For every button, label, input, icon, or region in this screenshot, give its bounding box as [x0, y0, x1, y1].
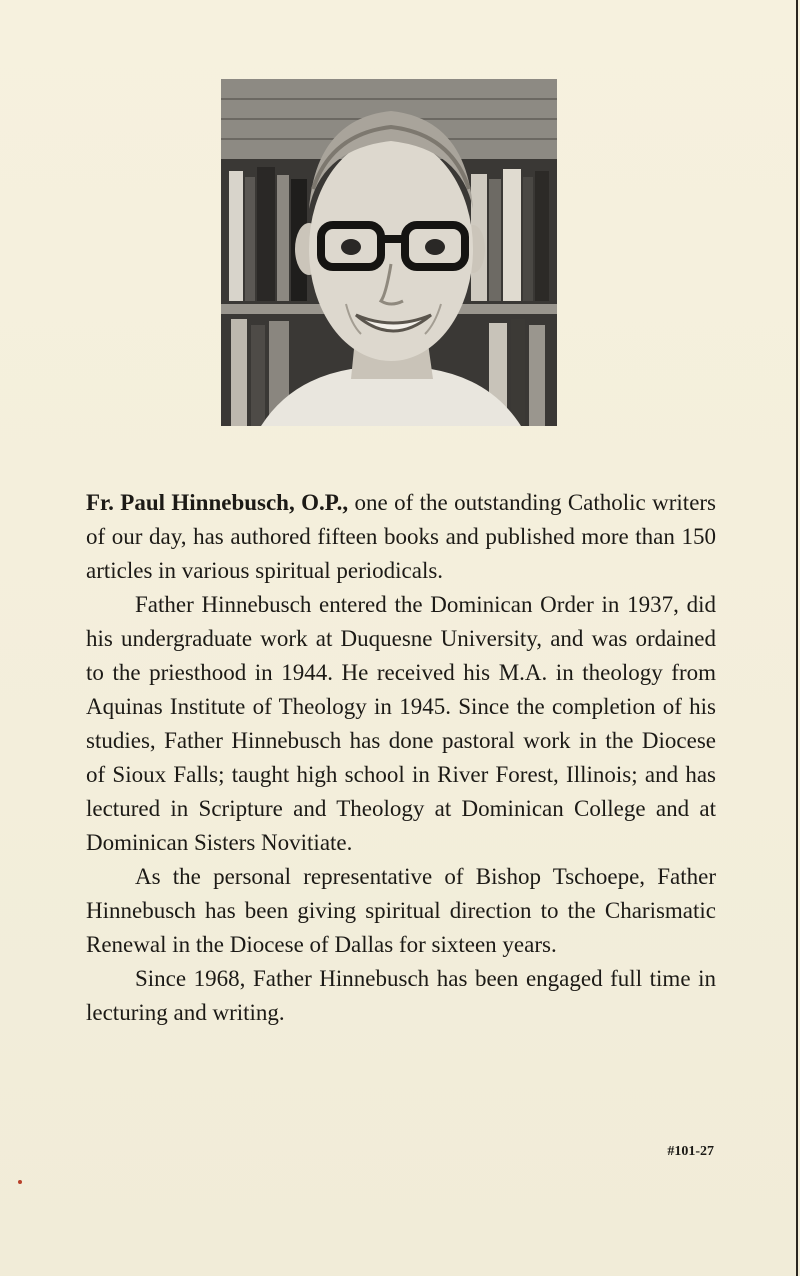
cover-edge — [796, 0, 798, 1276]
author-name: Fr. Paul Hinnebusch, O.P., — [86, 490, 349, 515]
author-biography — [86, 486, 716, 1030]
bio-paragraph-1 — [86, 486, 716, 588]
portrait-illustration — [221, 79, 557, 426]
paper-speck — [18, 1180, 22, 1184]
bio-paragraph-4: Since 1968, Father Hinnebusch has been engaged full time in lecturing and writing. — [86, 966, 716, 1025]
author-portrait — [221, 79, 557, 426]
catalog-number: #101-27 — [667, 1144, 714, 1159]
bio-paragraph-2: Father Hinnebusch entered the Dominican Order in 1937, did his undergraduate work at Duquesne University, and was ordained to the priesthood in 1944. He received his M.A. in theology from Aquinas Institute of Theology in 1945. Since the completion of his studies, Father Hinnebusch has done pastoral work in the Diocese of Sioux Falls; taught high school in River Forest, Illinois; and has lectured in Scripture and Theology at Dominican College and at Dominican Sisters Novitiate. — [86, 592, 716, 855]
bio-paragraph-3: As the personal representative of Bishop Tschoepe, Father Hinnebusch has been giving spiritual direction to the Charismatic Renewal in the Diocese of Dallas for sixteen years. — [86, 864, 716, 957]
bio-paragraph-1-text: one of the outstanding Catholic writers of our day, has authored fifteen books and published more than 150 articles in various spiritual periodicals. — [86, 490, 717, 583]
